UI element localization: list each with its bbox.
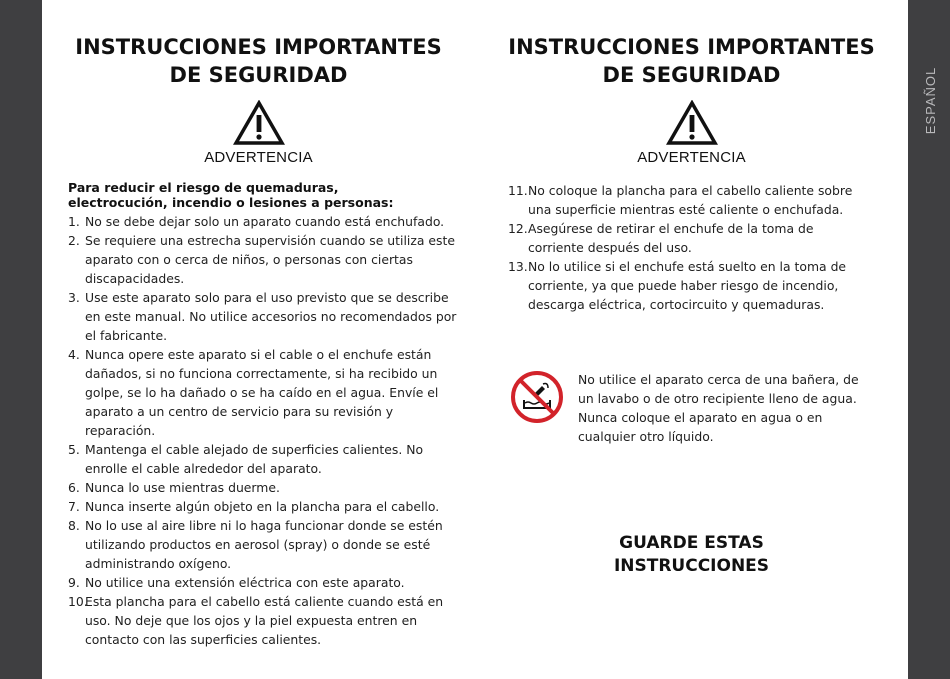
- left-warning-block: [42, 100, 475, 166]
- left-page-title: [42, 33, 475, 89]
- right-title-line-1: INSTRUCCIONES IMPORTANTES: [508, 35, 875, 59]
- right-warning-block: [475, 100, 908, 166]
- left-title-line-1: INSTRUCCIONES IMPORTANTES: [75, 35, 442, 59]
- list-item: 7. Nunca inserte algún objeto en la plancha para el cabello.: [68, 499, 440, 514]
- list-item: 3. Use este aparato solo para el uso previsto que se describe en este manual. No utilice accesorios no recomendados por el fabricante.: [68, 290, 457, 343]
- list-item: 9. No utilice una extensión eléctrica con este aparato.: [68, 575, 405, 590]
- right-instruction-list: [508, 181, 872, 314]
- list-item: 2. Se requiere una estrecha supervisión cuando se utiliza este aparato con o cerca de niños, o personas con ciertas discapacidades.: [68, 233, 455, 286]
- save-notice-line-2: INSTRUCCIONES: [613, 556, 770, 576]
- bath-warning-text: No utilice el aparato cerca de una bañera, de un lavabo o de otro recipiente lleno de agua. Nunca coloque el aparato en agua o en cualquier otro líquido.: [578, 372, 859, 444]
- left-intro: Para reducir el riesgo de quemaduras, electrocución, incendio o lesiones a personas:: [68, 180, 394, 210]
- list-item: 5. Mantenga el cable alejado de superficies calientes. No enrolle el cable alrededor del aparato.: [68, 442, 424, 476]
- language-label-left: [0, 26, 1, 93]
- right-warning-label: ADVERTENCIA: [637, 149, 746, 166]
- left-warning-label: ADVERTENCIA: [204, 149, 313, 166]
- warning-triangle-icon: [233, 100, 285, 146]
- warning-triangle-icon: [666, 100, 718, 146]
- left-instruction-list: [68, 212, 460, 649]
- list-item: 1. No se debe dejar solo un aparato cuando está enchufado.: [68, 214, 445, 229]
- save-instructions-notice: [475, 532, 908, 578]
- list-item: 11. No coloque la plancha para el cabello caliente sobre una superficie mientras esté caliente o enchufada.: [508, 183, 853, 217]
- list-item: 6. Nunca lo use mientras duerme.: [68, 480, 280, 495]
- left-title-line-2: DE SEGURIDAD: [169, 63, 348, 87]
- list-item: 12. Asegúrese de retirar el enchufe de la toma de corriente después del uso.: [508, 221, 814, 255]
- list-item: 8. No lo use al aire libre ni lo haga funcionar donde se estén utilizando productos en aerosol (spray) o donde se esté administrando oxígeno.: [68, 518, 443, 571]
- list-item: 13. No lo utilice si el enchufe está suelto en la toma de corriente, ya que puede haber riesgo de incendio, descarga eléctrica, cortocircuito y quemaduras.: [508, 259, 847, 312]
- right-page-title: [475, 33, 908, 89]
- right-side-band: [908, 0, 950, 679]
- no-bathtub-icon: [510, 370, 564, 424]
- left-side-band: [0, 0, 42, 679]
- save-notice-line-1: GUARDE ESTAS: [619, 533, 764, 553]
- list-item: 4. Nunca opere este aparato si el cable o el enchufe están dañados, si no funciona correctamente, si ha recibido un golpe, se lo ha dañado o se ha caído en el agua. Envíe el aparato a un centro de servicio para su revisión y reparación.: [68, 347, 439, 438]
- list-item: 10. Esta plancha para el cabello está caliente cuando está en uso. No deje que los ojos y la piel expuesta entren en contacto con las superficies calientes.: [68, 594, 444, 647]
- language-label-right: ESPAÑOL: [922, 66, 938, 135]
- right-title-line-2: DE SEGURIDAD: [602, 63, 781, 87]
